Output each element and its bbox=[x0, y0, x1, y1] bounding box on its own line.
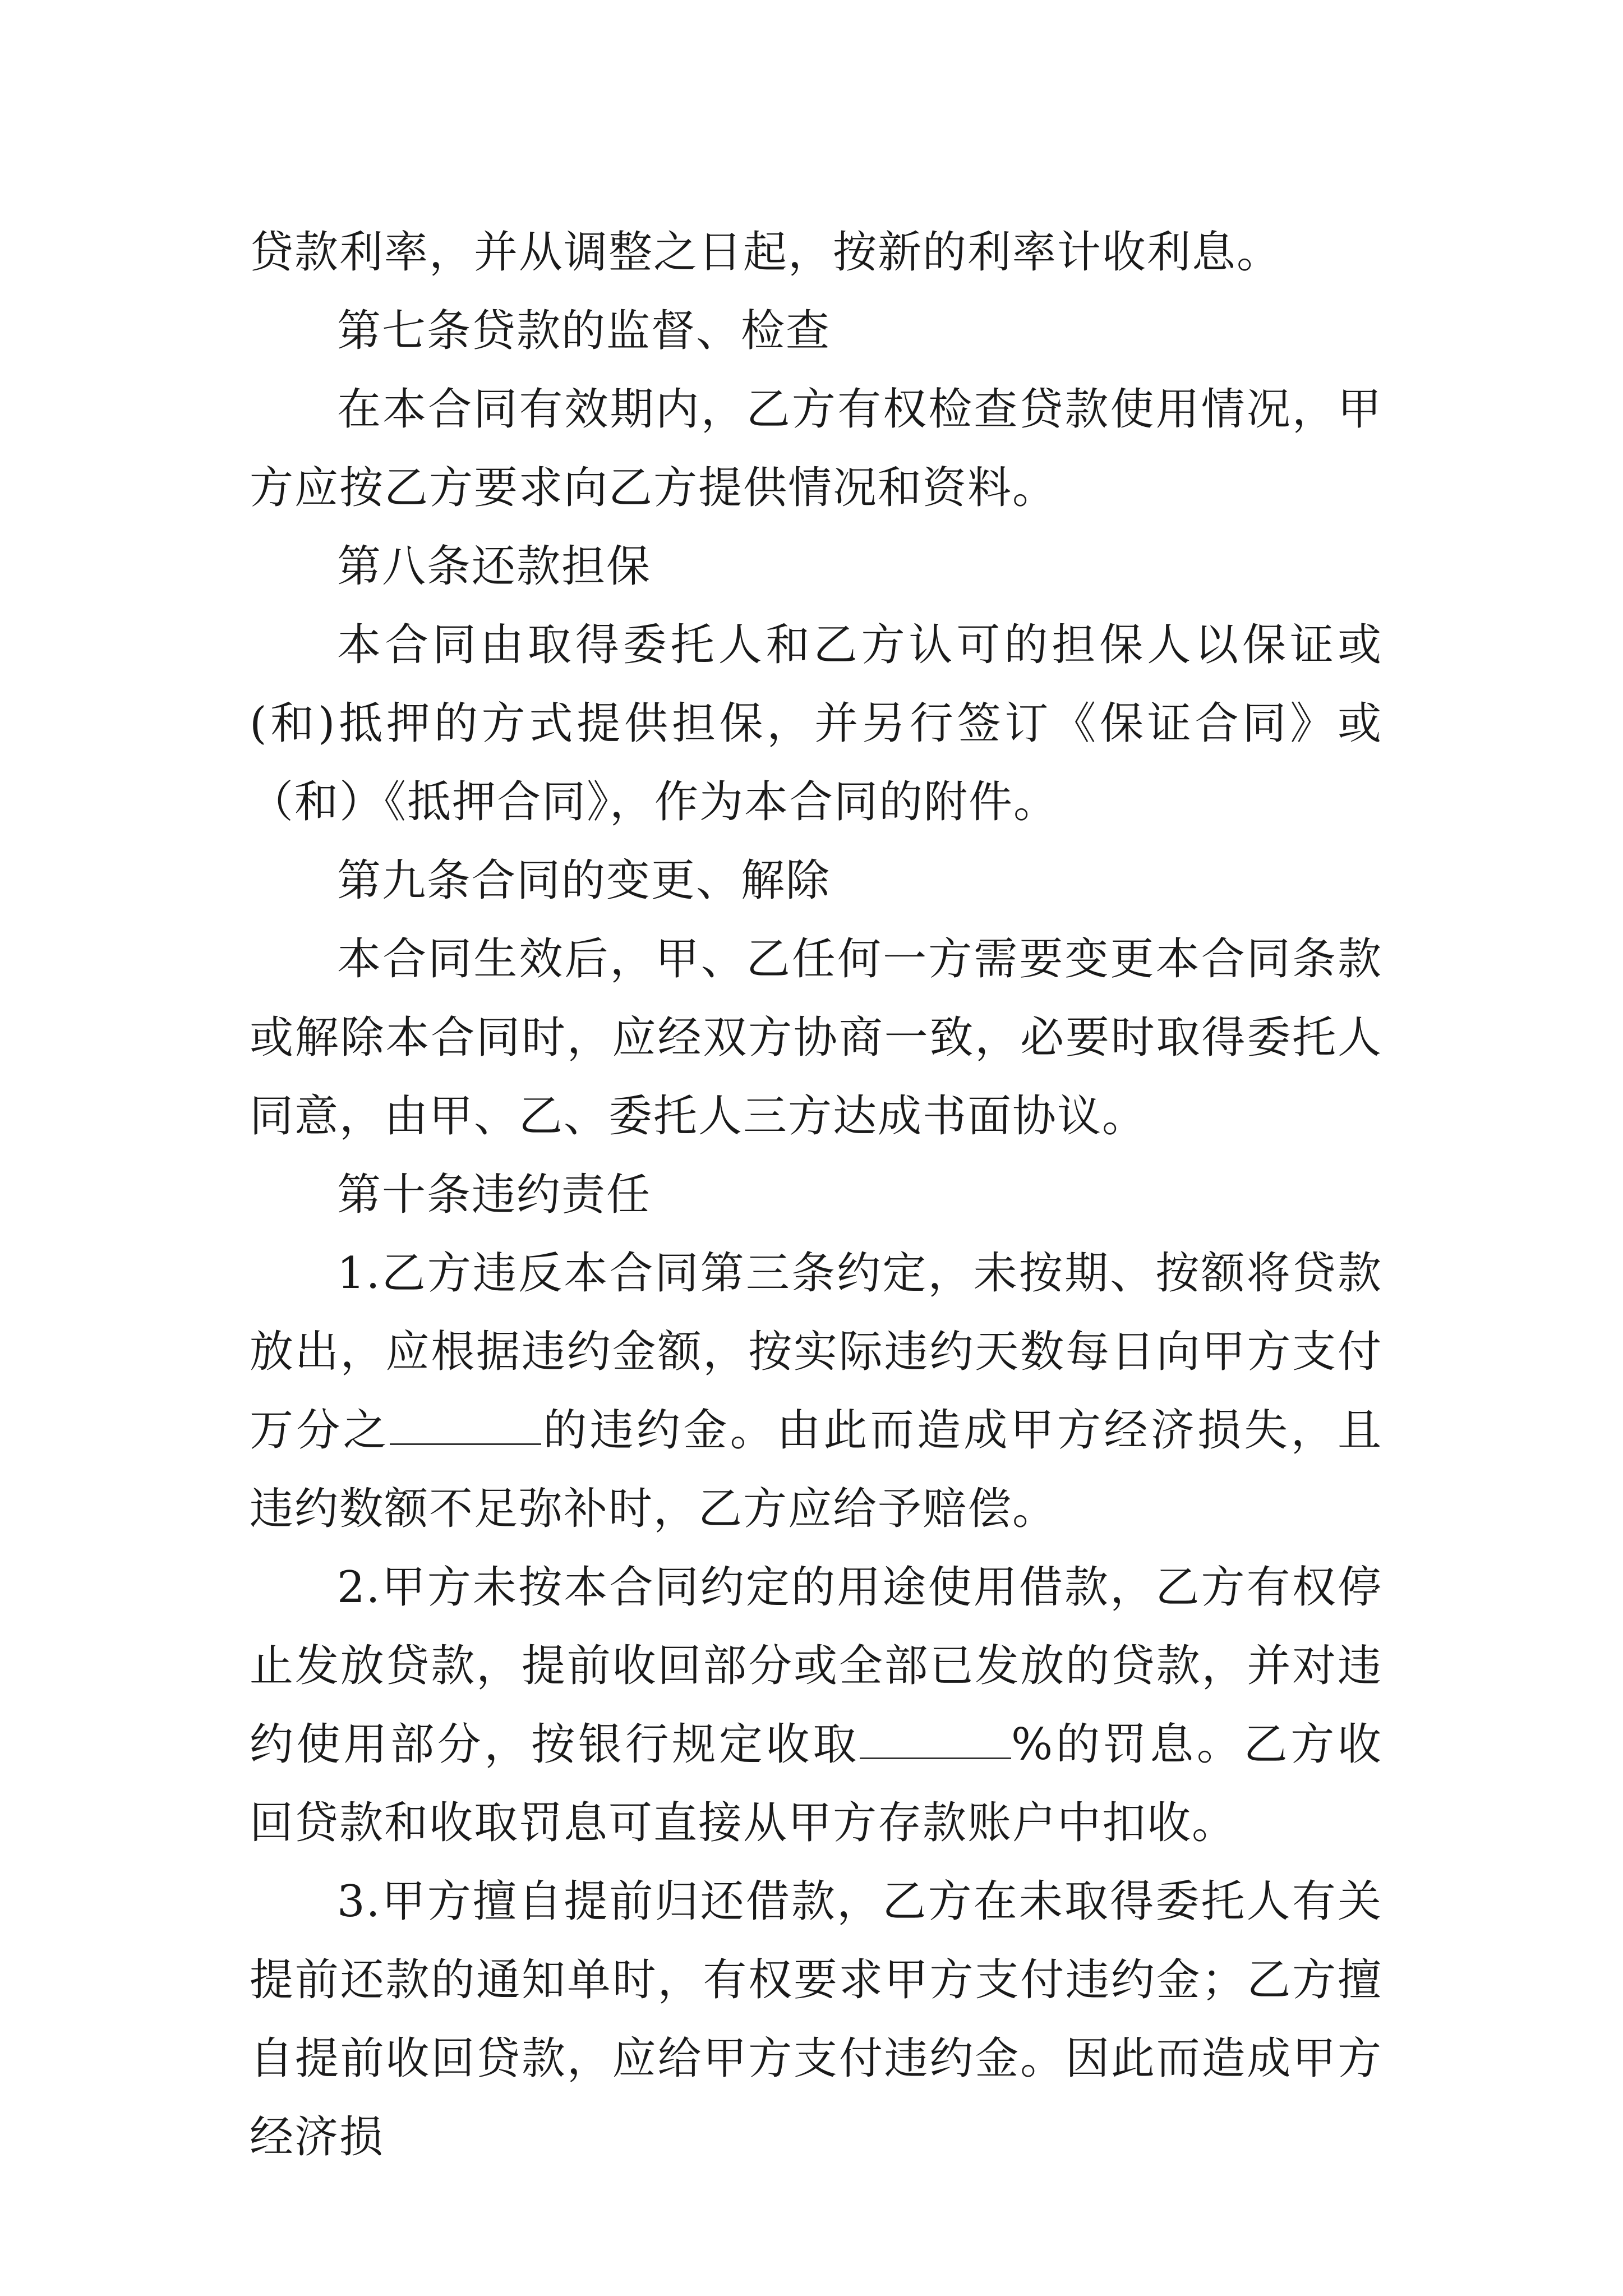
article-10-item-1 bbox=[250, 1234, 1382, 1548]
article-10-item-2 bbox=[250, 1548, 1382, 1862]
item-1-text-end: 的违约金。由此而造成甲方经济损失，且违约数额不足弥补时，乙方应给予赔偿。 bbox=[250, 1405, 1382, 1534]
article-10-heading: 第十条违约责任 bbox=[337, 1170, 652, 1220]
article-7-body: 在本合同有效期内，乙方有权检查贷款使用情况，甲方应按乙方要求向乙方提供情况和资料。 bbox=[250, 384, 1382, 513]
article-9-heading: 第九条合同的变更、解除 bbox=[337, 855, 831, 906]
item-1-text-start: 1.乙方违反本合同第三条约定，未按期、按额将贷款放出，应根据违约金额，按实际违约天数每日向甲方支付万分之 bbox=[250, 1248, 1382, 1456]
item-2-text-end: %的罚息。乙方收回贷款和收取罚息可直接从甲方存款账户中扣收。 bbox=[250, 1719, 1382, 1848]
paragraph-interest-adjustment: 贷款利率，并从调整之日起，按新的利率计收利息。 bbox=[250, 227, 1282, 278]
fill-in-blank-penalty bbox=[860, 1724, 1011, 1759]
article-8-body: 本合同由取得委托人和乙方认可的担保人以保证或(和)抵押的方式提供担保，并另行签订《保证合同》或（和）《抵押合同》，作为本合同的附件。 bbox=[250, 620, 1382, 827]
article-9-body: 本合同生效后，甲、乙任何一方需要变更本合同条款或解除本合同时，应经双方协商一致，必要时取得委托人同意，由甲、乙、委托人三方达成书面协议。 bbox=[250, 934, 1382, 1142]
article-7-heading: 第七条贷款的监督、检查 bbox=[337, 306, 831, 356]
article-10-item-3: 3.甲方擅自提前归还借款，乙方在未取得委托人有关提前还款的通知单时，有权要求甲方支付违约金；乙方擅自提前收回贷款，应给甲方支付违约金。因此而造成甲方经济损 bbox=[250, 1876, 1382, 2162]
fill-in-blank-rate bbox=[390, 1410, 541, 1445]
item-2-text-start: 2.甲方未按本合同约定的用途使用借款，乙方有权停止发放贷款，提前收回部分或全部已发放的贷款，并对违约使用部分，按银行规定收取 bbox=[250, 1562, 1382, 1770]
document-body bbox=[250, 213, 1382, 2177]
article-8-heading: 第八条还款担保 bbox=[337, 541, 652, 592]
